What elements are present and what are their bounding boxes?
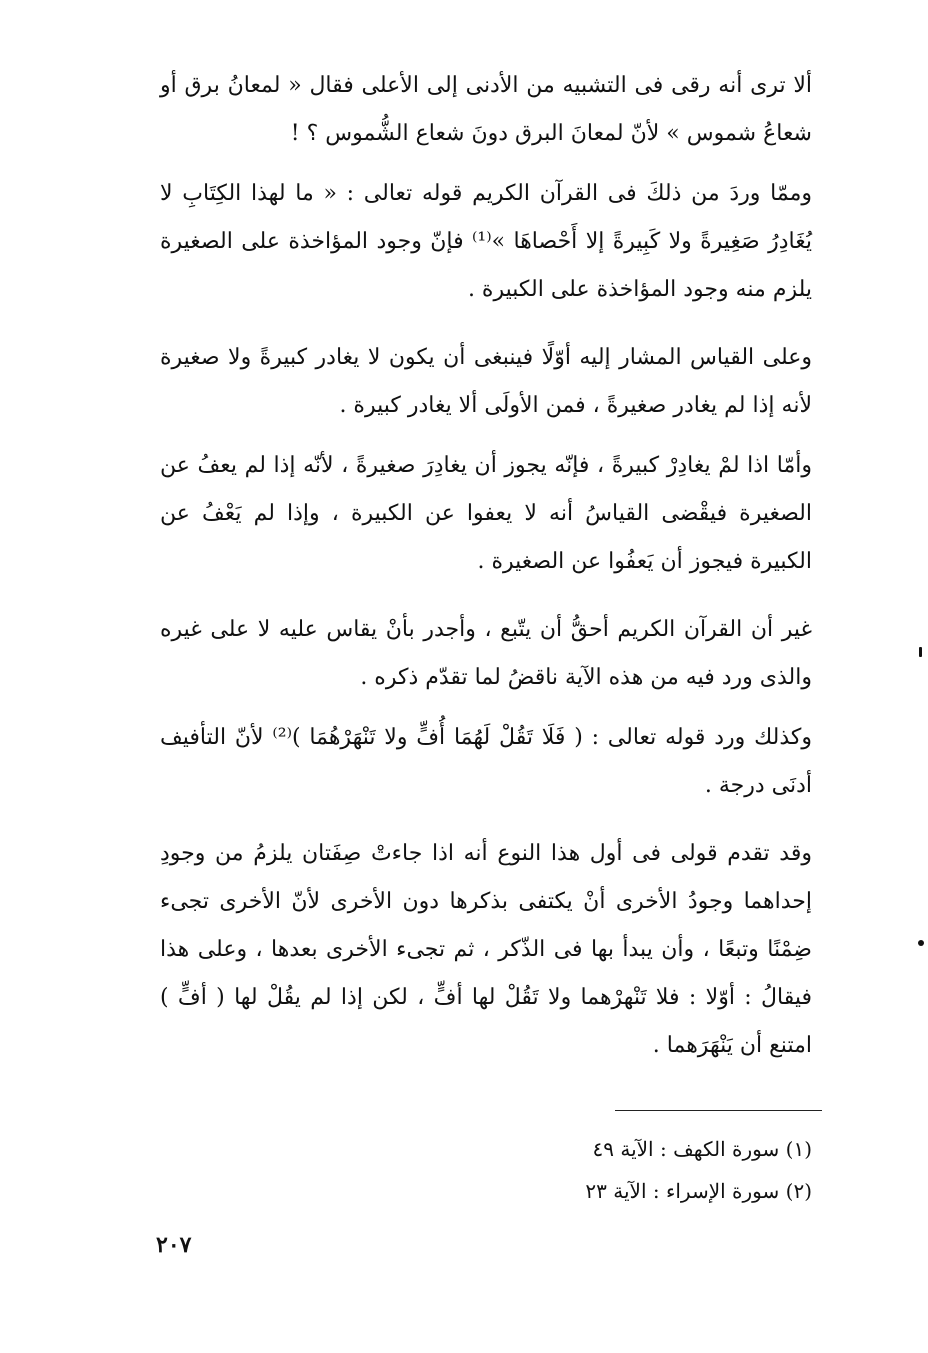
footnote-divider xyxy=(615,1110,822,1111)
paragraph-1: ألا ترى أنه رقى فى التشبيه من الأدنى إلى الأعلى فقال « لمعانُ برق أو شعاعُ شموس » لأنّ لمعانَ البرق دونَ شعاع الشُّموس ؟ ! xyxy=(160,73,812,146)
paragraph-4: وأمّا اذا لمْ يغادِرْ كبيرةً ، فإنّه يجوز أن يغادِرَ صغيرةً ، لأنّه إذا لم يعفُ عن الصغيرة فيقْضى القياسُ أنه لا يعفوا عن الكبيرة ، وإذا لم يَعْفُ عن الكبيرة فيجوز أن يَعفُوا عن الصغيرة . xyxy=(160,453,812,574)
footnote-2: (٢) سورة الإسراء : الآية ٢٣ xyxy=(585,1179,812,1203)
footnote-1: (١) سورة الكهف : الآية ٤٩ xyxy=(592,1137,812,1161)
footnotes xyxy=(470,1128,812,1212)
paragraph-7: وقد تقدم قولى فى أول هذا النوع أنه اذا جاءتْ صِفَتان يلزمُ من وجودِ إحداهما وجودُ الأخرى أنْ يكتفى بذكرها دون الأخرى لأنّ الأخرى تجىء ضِمْنًا وتبعًا ، وأن يبدأ بها فى الذّكر ، ثم تجىء الأخرى بعدها ، وعلى هذا فيقالُ : أوّلا : فلا تَنْهرْهما ولا تَقُلْ لها أفٍّ ، لكن إذا لم يقُلْ لها ( أفٍّ ) امتنع أن يَنْهَرَهما . xyxy=(160,841,812,1058)
margin-mark xyxy=(919,647,922,657)
paragraph-3: وعلى القياس المشار إليه أوّلًا فينبغى أن يكون لا يغادر كبيرةً ولا صغيرة لأنه إذا لم يغادر صغيرةً ، فمن الأولَى ألا يغادر كبيرة . xyxy=(160,345,812,418)
paragraph-6: وكذلك ورد قوله تعالى : ( فَلَا تَقُلْ لَهُمَا أُفٍّ ولا تَنْهَرْهُمَا )⁽²⁾ لأنّ التأفيف أدنَى درجة . xyxy=(160,725,812,798)
paragraph-5: غير أن القرآن الكريم أحقُّ أن يتّبع ، وأجدر بأنْ يقاس عليه لا على غيره والذى ورد فيه من هذه الآية ناقضُ لما تقدّم ذكره . xyxy=(160,617,812,690)
main-text xyxy=(160,62,812,1082)
margin-dot xyxy=(918,940,924,946)
paragraph-2: وممّا وردَ من ذلكَ فى القرآن الكريم قوله تعالى : « ما لهذا الكِتَابِ لا يُغَادِرُ صَغِيرةً ولا كَبِيرةً إلا أَحْصاهَا »⁽¹⁾ فإنّ وجود المؤاخذة على الصغيرة يلزم منه وجود المؤاخذة على الكبيرة . xyxy=(160,181,812,302)
page-number: ٢٠٧ xyxy=(156,1232,192,1258)
